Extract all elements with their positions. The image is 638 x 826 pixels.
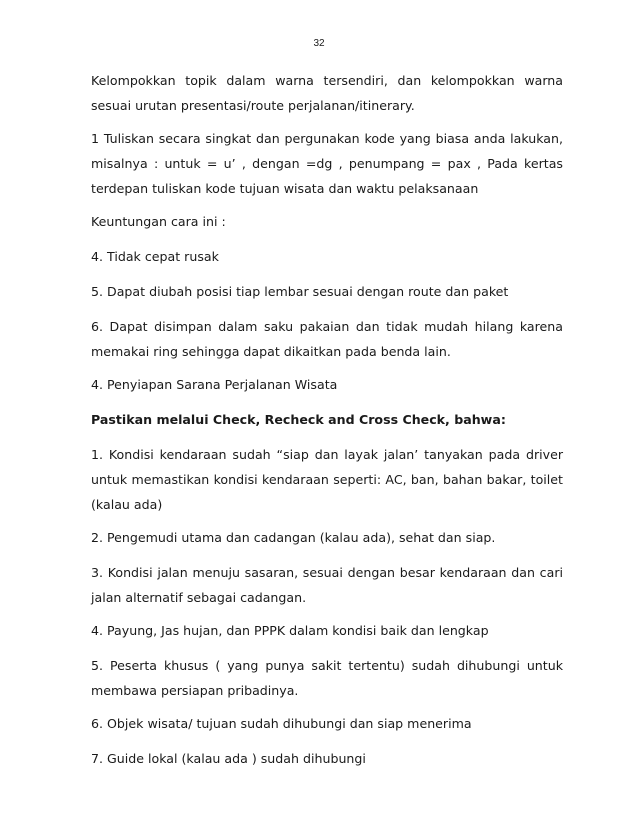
paragraph-color-grouping: Kelompokkan topik dalam warna tersendiri, dan kelompokkan warna sesuai urutan presentasi/route perjalanan/itinerary. [91, 73, 563, 113]
list-item-tourist-object: 6. Objek wisata/ tujuan sudah dihubungi dan siap menerima [91, 716, 472, 731]
list-item-not-easily-damaged: 4. Tidak cepat rusak [91, 249, 219, 264]
list-item-umbrella-first-aid: 4. Payung, Jas hujan, dan PPPK dalam kondisi baik dan lengkap [91, 623, 489, 638]
list-item-road-condition: 3. Kondisi jalan menuju sasaran, sesuai dengan besar kendaraan dan cari jalan alternatif sebagai cadangan. [91, 565, 563, 605]
bold-heading-check-recheck: Pastikan melalui Check, Recheck and Cross Check, bahwa: [91, 412, 506, 427]
paragraph-advantages-heading: Keuntungan cara ini : [91, 214, 226, 229]
page-number: 32 [313, 38, 325, 49]
list-item-driver: 2. Pengemudi utama dan cadangan (kalau ada), sehat dan siap. [91, 530, 496, 545]
list-item-reorderable: 5. Dapat diubah posisi tiap lembar sesuai dengan route dan paket [91, 284, 509, 299]
list-item-local-guide: 7. Guide lokal (kalau ada ) sudah dihubungi [91, 751, 366, 766]
list-item-pocket-storage: 6. Dapat disimpan dalam saku pakaian dan tidak mudah hilang karena memakai ring sehingga dapat dikaitkan pada benda lain. [91, 319, 563, 359]
list-item-special-participants: 5. Peserta khusus ( yang punya sakit tertentu) sudah dihubungi untuk membawa persiapan pribadinya. [91, 658, 563, 698]
document-body [91, 68, 563, 781]
paragraph-write-codes: 1 Tuliskan secara singkat dan pergunakan kode yang biasa anda lakukan, misalnya : untuk = u’ , dengan =dg , penumpang = pax , Pada kertas terdepan tuliskan kode tujuan wisata dan waktu pelaksanaan [91, 131, 563, 196]
section-heading-travel-facilities: 4. Penyiapan Sarana Perjalanan Wisata [91, 377, 338, 392]
list-item-vehicle-condition: 1. Kondisi kendaraan sudah “siap dan layak jalan’ tanyakan pada driver untuk memastikan kondisi kendaraan seperti: AC, ban, bahan bakar, toilet (kalau ada) [91, 447, 563, 512]
